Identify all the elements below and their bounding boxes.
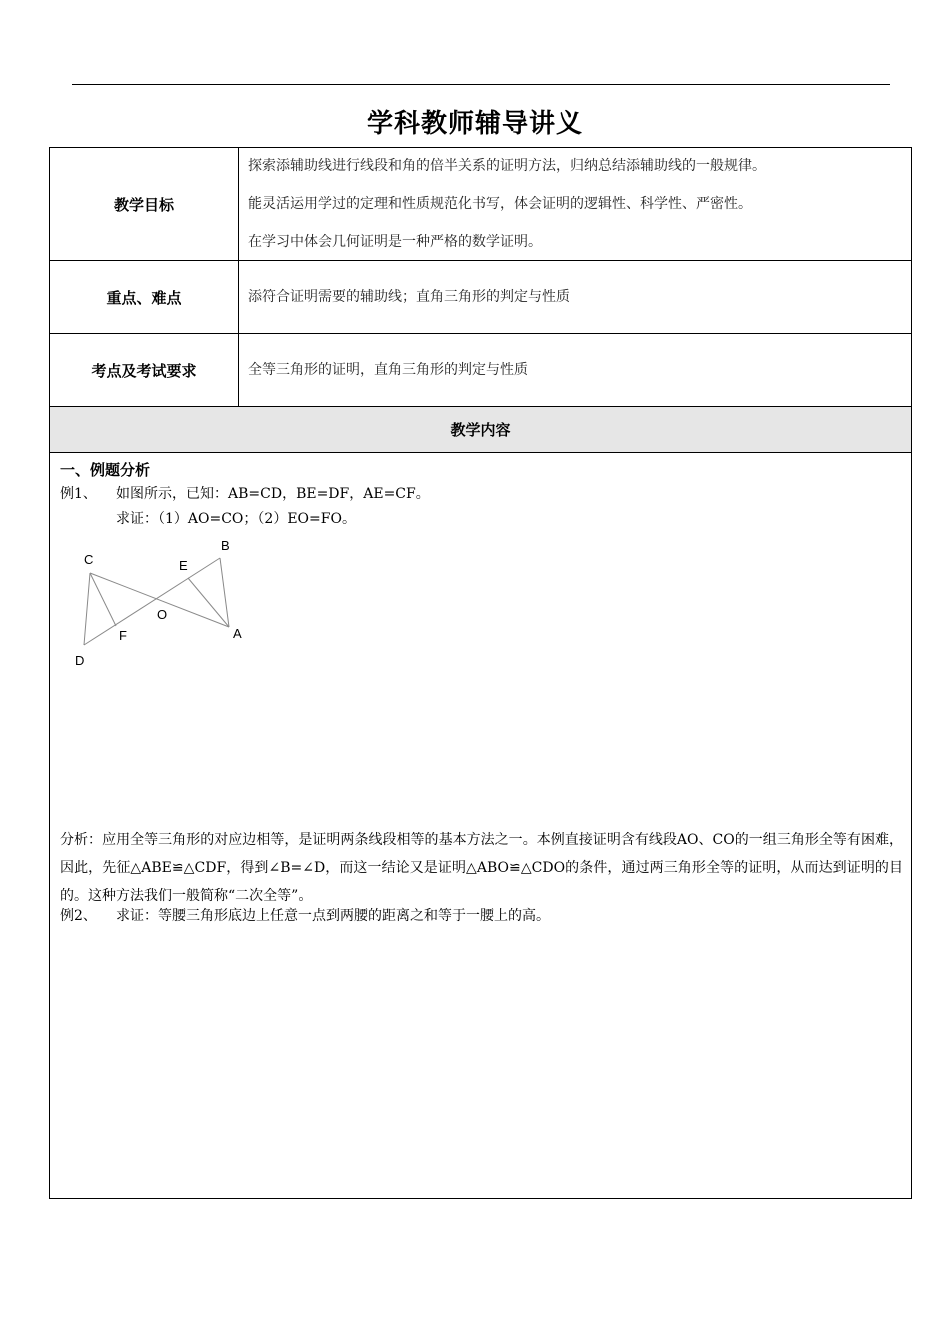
key-points-line: 添符合证明需要的辅助线；直角三角形的判定与性质 bbox=[248, 289, 570, 305]
example2-number: 例2、 bbox=[60, 908, 97, 924]
exam-points-line: 全等三角形的证明，直角三角形的判定与性质 bbox=[248, 362, 528, 378]
point-label-d: D bbox=[75, 653, 85, 668]
goals-value bbox=[248, 148, 903, 260]
header-rule bbox=[72, 84, 890, 85]
segment-ae bbox=[188, 578, 229, 627]
page-title: 学科教师辅导讲义 bbox=[366, 109, 583, 139]
goal-line: 能灵活运用学过的定理和性质规范化书写，体会证明的逻辑性、科学性、严密性。 bbox=[248, 196, 752, 212]
point-label-b: B bbox=[221, 538, 230, 553]
goal-line: 在学习中体会几何证明是一种严格的数学证明。 bbox=[248, 234, 542, 250]
point-label-c: C bbox=[84, 552, 94, 567]
exam-points-label: 考点及考试要求 bbox=[50, 334, 239, 406]
row-teaching-goals bbox=[50, 148, 911, 261]
example1-given: 如图所示，已知：AB=CD，BE=DF，AE=CF。 bbox=[116, 486, 430, 502]
example1-prove: 求证：（1）AO=CO；（2）EO=FO。 bbox=[116, 511, 356, 527]
example2-text: 求证：等腰三角形底边上任意一点到两腰的距离之和等于一腰上的高。 bbox=[116, 908, 550, 924]
point-label-e: E bbox=[179, 558, 188, 573]
point-label-a: A bbox=[233, 626, 242, 641]
section-heading: 一、例题分析 bbox=[60, 461, 151, 479]
segment-cd bbox=[84, 573, 90, 645]
row-exam-points bbox=[50, 334, 911, 407]
goal-line: 探索添辅助线进行线段和角的倍半关系的证明方法，归纳总结添辅助线的一般规律。 bbox=[248, 158, 766, 174]
row-key-points bbox=[50, 261, 911, 334]
segment-cf bbox=[90, 573, 116, 626]
segment-ba bbox=[220, 558, 229, 627]
key-points-label: 重点、难点 bbox=[50, 261, 239, 333]
point-label-f: F bbox=[119, 628, 127, 643]
goals-label: 教学目标 bbox=[50, 148, 239, 260]
example1-number: 例1、 bbox=[60, 486, 97, 502]
geometry-figure bbox=[70, 535, 250, 675]
section-title: 教学内容 bbox=[50, 407, 911, 453]
exam-points-value bbox=[248, 334, 903, 406]
point-label-o: O bbox=[157, 607, 168, 622]
key-points-value bbox=[248, 261, 903, 333]
analysis-paragraph: 分析：应用全等三角形的对应边相等，是证明两条线段相等的基本方法之一。本例直接证明含有线段AO、CO的一组三角形全等有困难，因此，先征△ABE≌△CDF，得到∠B=∠D，而这一结论又是证明△ABO≌△CDO的条件，通过两三角形全等的证明，从而达到证明的目的。这种方法我们一般简称“二次全等”。 bbox=[60, 832, 903, 904]
